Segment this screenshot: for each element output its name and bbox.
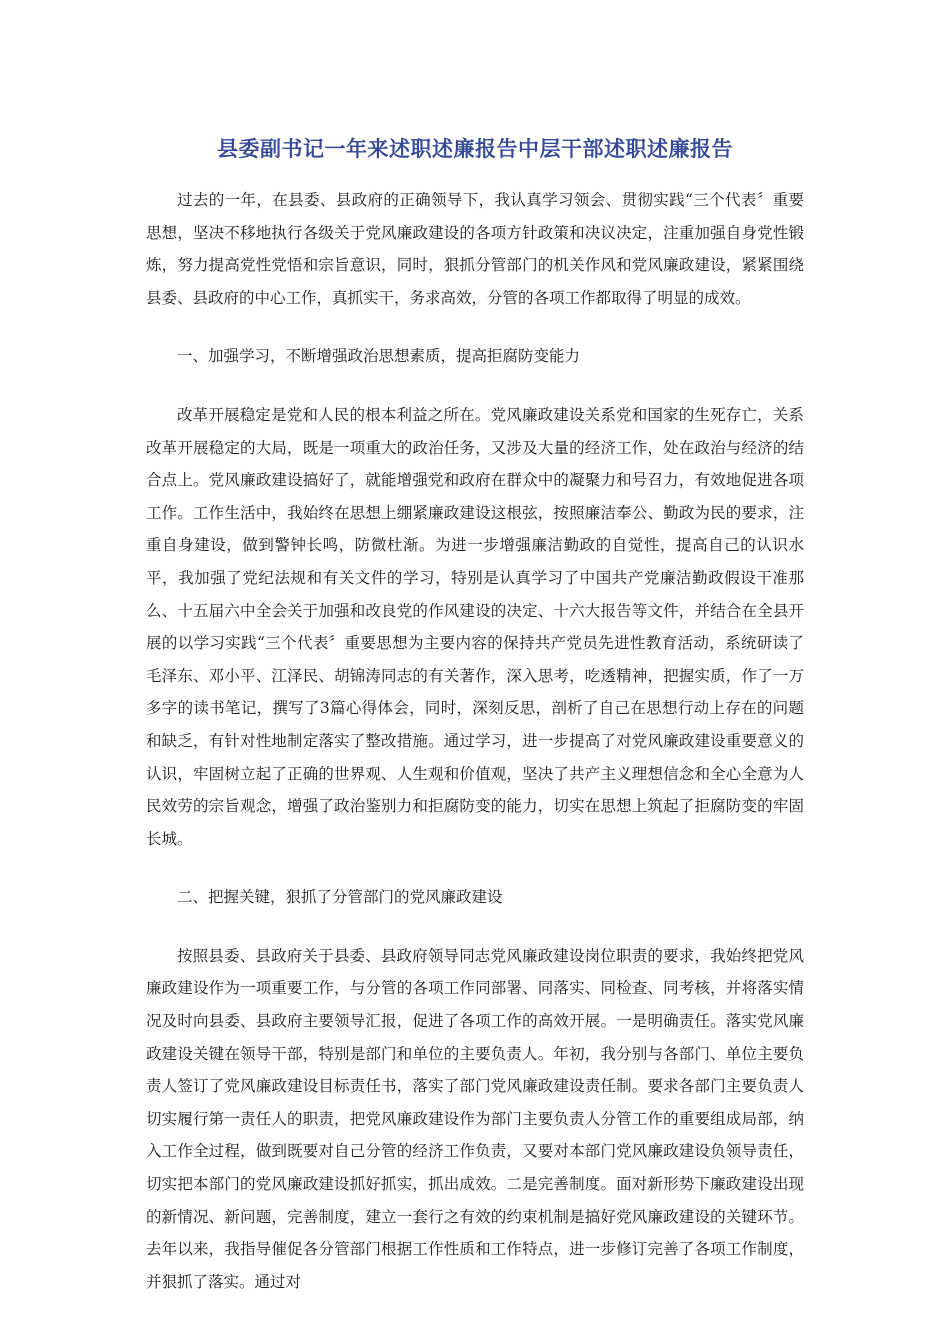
paragraph-spacer	[146, 373, 804, 399]
document-body	[146, 184, 804, 1298]
paragraph-spacer	[146, 855, 804, 881]
section-heading-2: 二、把握关键，狠抓了分管部门的党风廉政建设	[177, 888, 503, 907]
intro-paragraph: 过去的一年，在县委、县政府的正确领导下，我认真学习领会、贯彻实践“三个代表〞重要思想，坚决不移地执行各级关于党风廉政建设的各项方针政策和决议决定，注重加强自身党性锻炼，努力提高党性党悟和宗旨意识，同时，狠抓分管部门的机关作风和党风廉政建设，紧紧围绕县委、县政府的中心工作，真抓实干，务求高效，分管的各项工作都取得了明显的成效。	[146, 191, 804, 307]
section-1-paragraph: 改革开展稳定是党和人民的根本利益之所在。党风廉政建设关系党和国家的生死存亡，关系改革开展稳定的大局，既是一项重大的政治任务，又涉及大量的经济工作，处在政治与经济的结合点上。党风廉政建设搞好了，就能增强党和政府在群众中的凝聚力和号召力，有效地促进各项工作。工作生活中，我始终在思想上绷紧廉政建设这根弦，按照廉洁奉公、勤政为民的要求，注重自身建设，做到警钟长鸣，防微杜渐。为进一步增强廉洁勤政的自觉性，提高自己的认识水平，我加强了党纪法规和有关文件的学习，特别是认真学习了中国共产党廉洁勤政假设干准那么、十五届六中全会关于加强和改良党的作风建设的决定、十六大报告等文件，并结合在全县开展的以学习实践“三个代表〞重要思想为主要内容的保持共产党员先进性教育活动，系统研读了毛泽东、邓小平、江泽民、胡锦涛同志的有关著作，深入思考，吃透精神，把握实质，作了一万多字的读书笔记，撰写了3篇心得体会，同时，深刻反思，剖析了自己在思想行动上存在的问题和缺乏，有针对性地制定落实了整改措施。通过学习，进一步提高了对党风廉政建设重要意义的认识，牢固树立起了正确的世界观、人生观和价值观，坚决了共产主义理想信念和全心全意为人民效劳的宗旨观念，增强了政治鉴别力和拒腐防变的能力，切实在思想上筑起了拒腐防变的牢固长城。	[146, 405, 804, 848]
paragraph-spacer	[146, 314, 804, 340]
section-heading-1: 一、加强学习，不断增强政治思想素质，提高拒腐防变能力	[177, 347, 581, 366]
section-2-paragraph: 按照县委、县政府关于县委、县政府领导同志党风廉政建设岗位职责的要求，我始终把党风廉政建设作为一项重要工作，与分管的各项工作同部署、同落实、同检查、同考核，并将落实情况及时向县委、县政府主要领导汇报，促进了各项工作的高效开展。一是明确责任。落实党风廉政建设关键在领导干部，特别是部门和单位的主要负责人。年初，我分别与各部门、单位主要负责人签订了党风廉政建设目标责任书，落实了部门党风廉政建设责任制。要求各部门主要负责人切实履行第一责任人的职责，把党风廉政建设作为部门主要负责人分管工作的重要组成局部，纳入工作全过程，做到既要对自己分管的经济工作负责，又要对本部门党风廉政建设负领导责任，切实把本部门的党风廉政建设抓好抓实，抓出成效。二是完善制度。面对新形势下廉政建设出现的新情况、新问题，完善制度，建立一套行之有效的约束机制是搞好党风廉政建设的关键环节。去年以来，我指导催促各分管部门根据工作性质和工作特点，进一步修订完善了各项工作制度，并狠抓了落实。通过对	[146, 946, 804, 1291]
document-title: 县委副书记一年来述职述廉报告中层干部述职述廉报告	[217, 136, 733, 161]
paragraph-spacer	[146, 914, 804, 940]
